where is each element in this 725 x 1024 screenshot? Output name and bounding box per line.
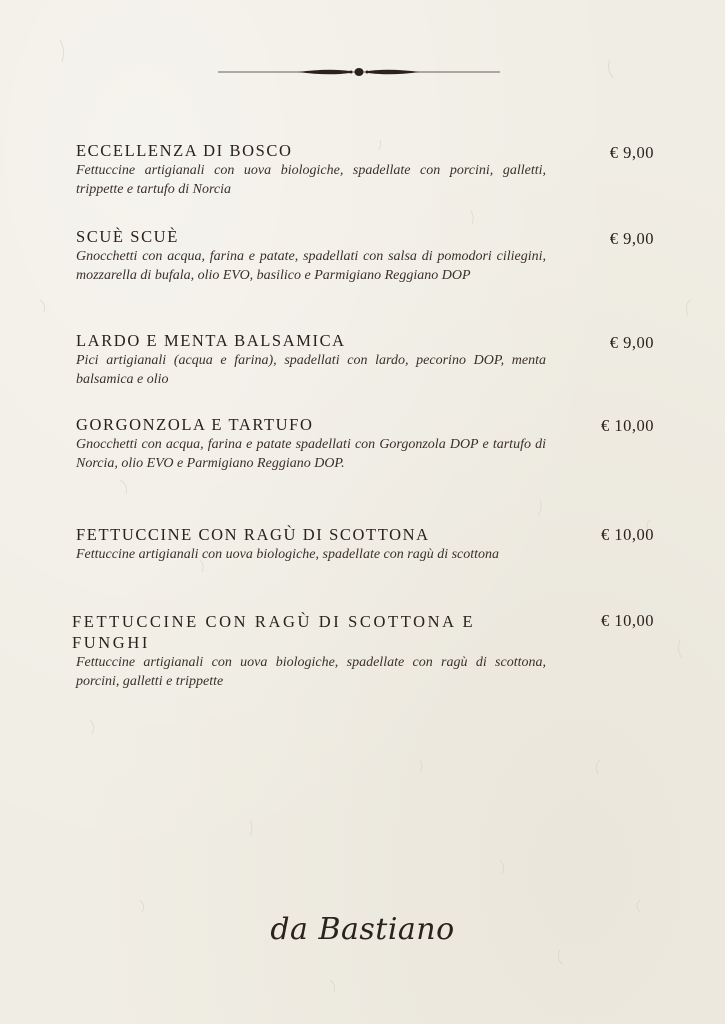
menu-item-price: € 10,00 (601, 416, 654, 435)
menu-item-name: FETTUCCINE CON RAGÙ DI SCOTTONA E FUNGHI (72, 612, 476, 652)
menu-item-name: SCUÈ SCUÈ (76, 227, 179, 246)
menu-item-price: € 9,00 (609, 333, 654, 352)
menu-item-name: LARDO E MENTA BALSAMICA (76, 331, 346, 350)
menu-item-description: Pici artigianali (acqua e farina), spadellati con lardo, pecorino DOP, menta balsamica e olio (76, 353, 546, 387)
menu-item-description: Fettuccine artigianali con uova biologiche, spadellate con ragù di scottona (76, 547, 500, 562)
menu-item-description: Fettuccine artigianali con uova biologiche, spadellate con porcini, galletti, trippette e tartufo di Norcia (76, 163, 546, 197)
menu-item (72, 611, 546, 691)
menu-item (76, 415, 546, 473)
menu-item-price: € 10,00 (601, 611, 654, 630)
menu-item-price: € 10,00 (601, 525, 654, 544)
divider-ornament-icon (218, 62, 500, 82)
menu-item (76, 331, 546, 389)
menu-item-description: Gnocchetti con acqua, farina e patate, spadellati con salsa di pomodori ciliegini, mozzarella di bufala, olio EVO, basilico e Parmigiano Reggiano DOP (76, 249, 546, 283)
menu-item (76, 525, 546, 564)
menu-item (76, 227, 546, 285)
menu-item-name: GORGONZOLA E TARTUFO (76, 415, 314, 434)
menu-item-description: Gnocchetti con acqua, farina e patate spadellati con Gorgonzola DOP e tartufo di Norcia, olio EVO e Parmigiano Reggiano DOP. (76, 437, 546, 471)
menu-item (76, 141, 546, 199)
menu-item-name: ECCELLENZA DI BOSCO (76, 141, 293, 160)
restaurant-signature: da Bastiano (270, 912, 455, 947)
menu-item-price: € 9,00 (609, 143, 654, 162)
menu-item-name: FETTUCCINE CON RAGÙ DI SCOTTONA (76, 525, 430, 544)
menu-item-price: € 9,00 (609, 229, 654, 248)
menu-item-description: Fettuccine artigianali con uova biologiche, spadellate con ragù di scottona, porcini, galletti e trippette (76, 655, 546, 689)
